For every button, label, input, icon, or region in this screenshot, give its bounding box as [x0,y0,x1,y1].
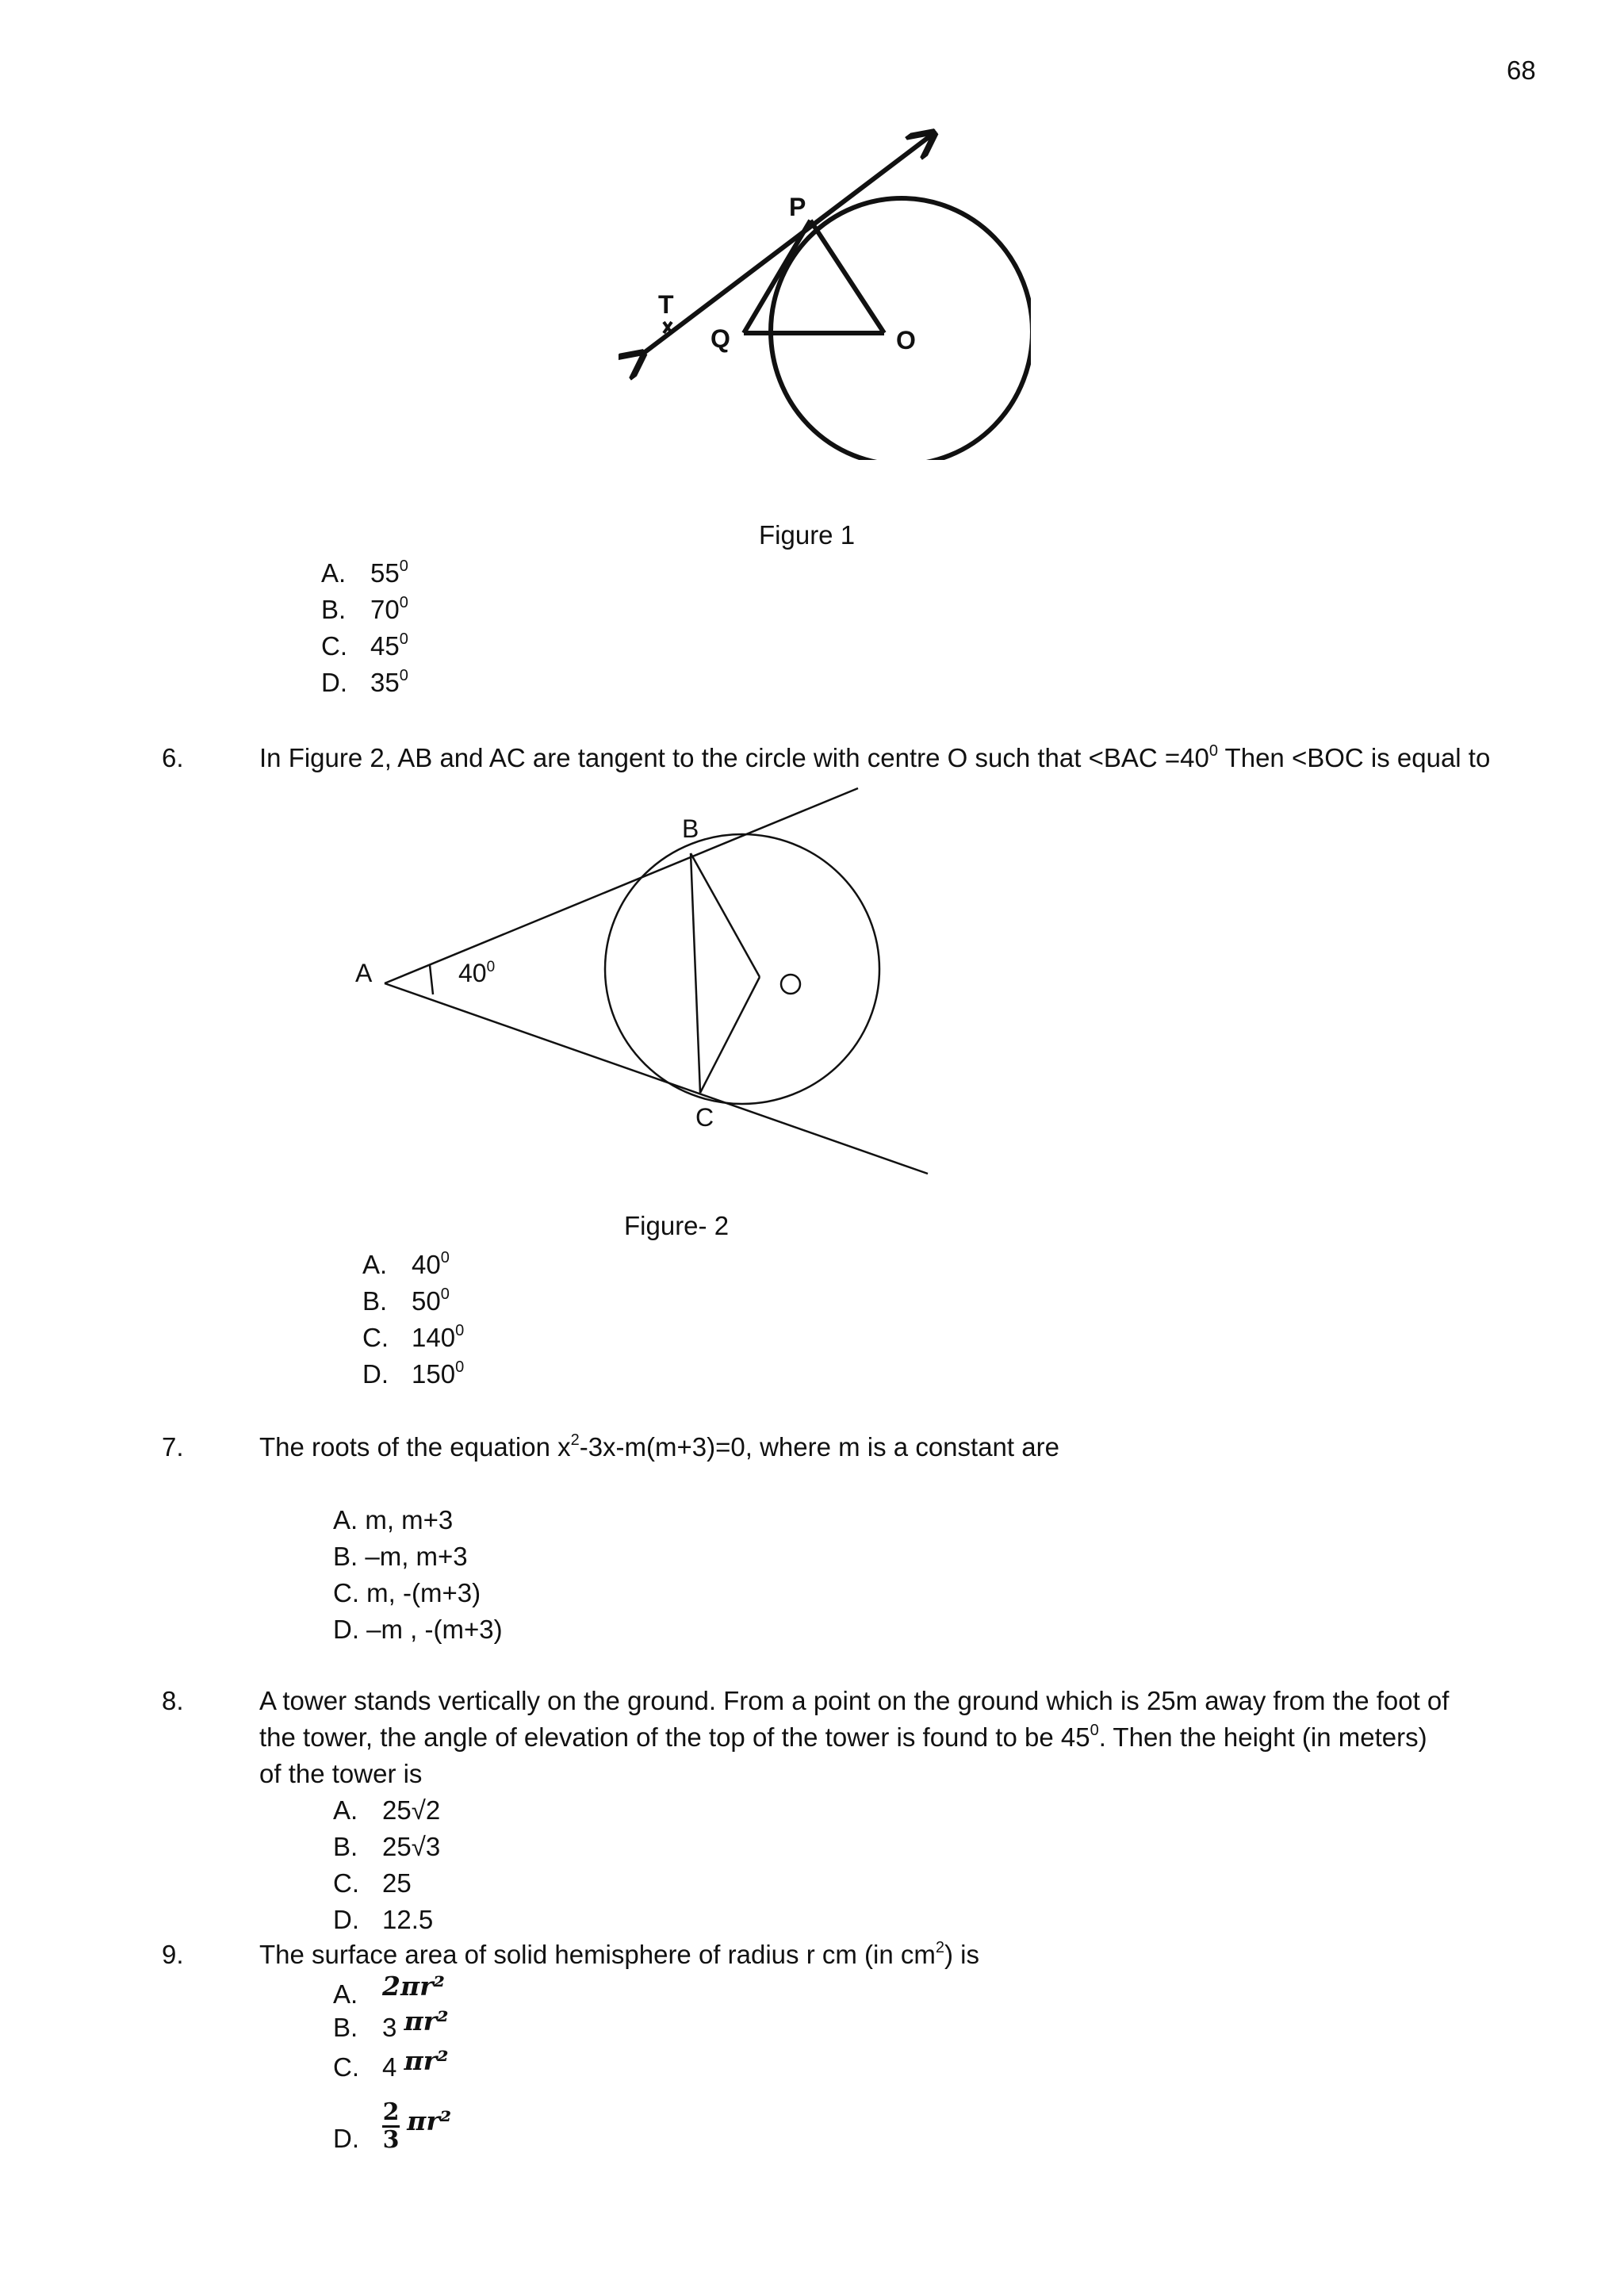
centre-o-mark [781,975,800,994]
point-t-mark [664,322,672,333]
tangent-ac [385,983,928,1174]
figure-1-diagram [619,119,1031,460]
q8-text-line-3: of the tower is [259,1759,423,1788]
q9-option-d[interactable]: D. $\frac{2}{3}$ πr² [333,2098,452,2154]
label-q: Q [710,324,730,353]
figure-2-caption: Figure- 2 [624,1211,730,1240]
fraction-two-thirds: $\frac{2}{3}$ [382,2098,400,2154]
fig1-option-b[interactable]: B. $70^0$ [321,594,408,624]
q8-option-a[interactable]: A. 25√2 [333,1795,441,1825]
segment-pq [744,220,810,333]
q7-option-b[interactable]: B. –m, m+3 [333,1542,468,1571]
label-o: O [896,326,916,354]
fig1-option-d[interactable]: D. $35^0$ [321,667,408,697]
tangent-line [641,135,932,355]
figure-1-caption: Figure 1 [759,520,856,550]
tangent-ab [385,788,858,983]
segment-bo [691,853,760,977]
q7-option-c[interactable]: C. m, -(m+3) [333,1578,481,1607]
angle-label: $40^0$ [458,959,496,987]
q6-option-c[interactable]: C. $140^0$ [362,1322,465,1352]
q7-text: The roots of the equation $x^2-3x-m(m+3)=0$, where m is a constant are [259,1431,1059,1462]
q9-number: 9. [162,1940,184,1969]
q9-option-c[interactable]: C. 4 πr² [333,2045,449,2082]
q9-text: The surface area of solid hemisphere of radius r cm (in $cm^2$) is [259,1939,979,1969]
q6-option-b[interactable]: B. $50^0$ [362,1285,450,1316]
label-t: T [658,290,674,319]
q6-option-a[interactable]: A. $40^0$ [362,1249,450,1279]
q8-option-d[interactable]: D. 12.5 [333,1905,434,1934]
q7-option-d[interactable]: D. –m , -(m+3) [333,1615,503,1644]
segment-bc [691,853,700,1093]
q6-number: 6. [162,743,184,772]
q7-number: 7. [162,1432,184,1462]
page-number: 68 [1507,56,1536,85]
fig1-option-a[interactable]: A. $55^0$ [321,557,408,588]
q6-text: In Figure 2, AB and AC are tangent to the circle with centre O such that $<BAC =40^0$ Then <BOC is equal to [259,742,1491,772]
label-b: B [682,814,699,843]
segment-po [810,220,884,333]
q8-text-line-2: the tower, the angle of elevation of the top of the tower is found to be $45^0$. Then the height (in meters) [259,1722,1427,1752]
q8-number: 8. [162,1686,184,1715]
q8-option-b[interactable]: B. 25√3 [333,1832,441,1861]
q6-option-d[interactable]: D. $150^0$ [362,1358,465,1389]
fig1-option-c[interactable]: C. $45^0$ [321,630,408,661]
segment-co [700,977,760,1093]
angle-mark [430,965,433,994]
label-a: A [355,959,373,987]
label-c: C [695,1103,714,1132]
label-p: P [789,193,806,221]
q8-option-c[interactable]: C. 25 [333,1868,412,1898]
q9-option-a[interactable]: A. 2πr² [333,1971,445,2009]
q8-text-line-1: A tower stands vertically on the ground. From a point on the ground which is 25m away from the foot of [259,1686,1450,1715]
q9-option-b[interactable]: B. 3 πr² [333,2006,449,2042]
q7-option-a[interactable]: A. m, m+3 [333,1505,454,1534]
figure-2-diagram [341,777,959,1190]
